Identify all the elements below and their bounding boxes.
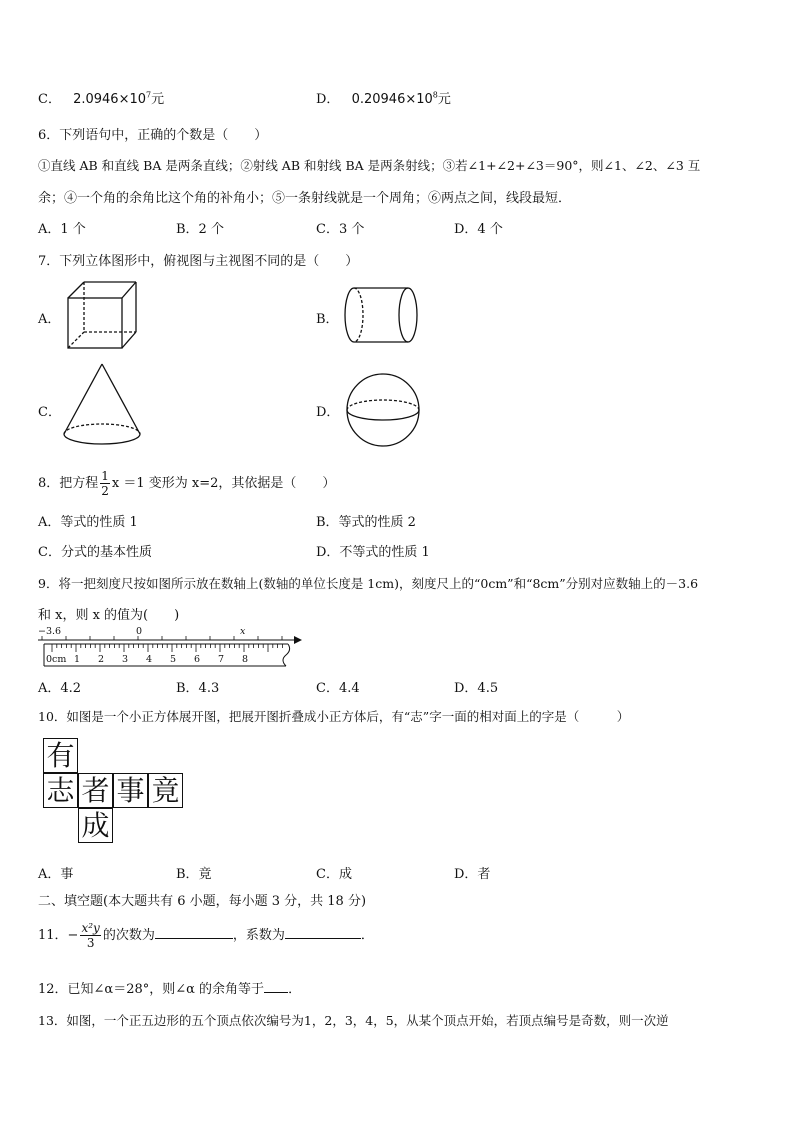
sphere-figure (342, 370, 424, 450)
ruler-label-4: 4 (146, 654, 153, 665)
ruler-label-0: 0cm (46, 654, 67, 665)
q8-stem: 8．把方程 $\frac{1}{2}$ x ＝1 变形为 x=2，其依据是（ ） (38, 469, 336, 498)
q8-option-a: A．等式的性质 1 (38, 515, 138, 530)
net-cell-zhe: 者 (78, 773, 113, 808)
q7-label-d: D． (316, 405, 340, 420)
q5-d-unit: 元 (437, 92, 451, 107)
q10-stem: 10．如图是一个小正方体展开图，把展开图折叠成小正方体后，有“志”字一面的相对面上的字是（ ） (38, 709, 630, 724)
ruler-label-2: 2 (98, 654, 105, 665)
net-cell-shi: 事 (113, 773, 148, 808)
q5-d-exponent: 8 (432, 90, 438, 100)
q10-option-d: D．者 (454, 867, 491, 882)
axis-arrow-icon (294, 636, 302, 644)
ruler-numberline-figure (36, 624, 308, 672)
q7-label-a: A． (38, 312, 61, 327)
q12-line: 12．已知∠α＝28°，则∠α 的余角等于 ． (38, 982, 302, 997)
ruler-label-1: 1 (74, 654, 81, 665)
q9-option-c: C．4.4 (316, 681, 360, 696)
ruler-label-3: 3 (122, 654, 129, 665)
q5-option-d: D． $0.20946\times 10^8$元 (316, 90, 451, 107)
q13-line: 13．如图，一个正五边形的五个顶点依次编号为1，2，3，4，5，从某个顶点开始，若顶点编号是奇数，则一次逆 (38, 1013, 669, 1028)
q8-option-c: C．分式的基本性质 (38, 545, 152, 560)
q5-c-exponent: 7 (146, 90, 152, 100)
q9-option-b: B．4.3 (176, 681, 220, 696)
q8-option-b: B．等式的性质 2 (316, 515, 416, 530)
q9-option-d: D．4.5 (454, 681, 499, 696)
cylinder-figure (340, 284, 426, 346)
net-cell-zhi: 志 (43, 773, 78, 808)
axis-label-zero: 0 (136, 626, 143, 637)
q6-option-c: C．3 个 (316, 222, 365, 237)
q8-fraction: $\frac{1}{2}$ (101, 469, 109, 498)
q9-stem-line2: 和 x，则 x 的值为( ) (38, 608, 180, 623)
cone-figure (60, 360, 144, 450)
q5-option-c: C． $2.0946\times 10^7$元 (38, 90, 165, 107)
q10-option-a: A．事 (38, 867, 74, 882)
axis-label-x: x (240, 626, 246, 637)
axis-label-neg: −3.6 (38, 626, 62, 637)
q12-blank[interactable] (264, 992, 288, 993)
net-cell-jing: 竟 (148, 773, 183, 808)
ruler-label-8: 8 (242, 654, 249, 665)
q9-option-a: A．4.2 (38, 681, 82, 696)
q7-label-b: B． (316, 312, 339, 327)
section2-heading: 二、填空题(本大题共有 6 小题，每小题 3 分，共 18 分) (38, 894, 367, 909)
q10-option-c: C．成 (316, 867, 352, 882)
q7-stem: 7．下列立体图形中，俯视图与主视图不同的是（ ） (38, 254, 359, 269)
q6-body-line2: 余；④一个角的余角比这个角的补角小；⑤一条射线就是一个周角；⑥两点之间，线段最短． (38, 191, 572, 206)
q11-line: 11．− $\frac{\text{x²y}}{3}$ 的次数为 ，系数为 ． (38, 921, 374, 950)
q5-d-mantissa: 0.20946×10 (351, 92, 433, 107)
cube-figure (60, 278, 140, 352)
q6-option-a: A．1 个 (38, 222, 86, 237)
q6-option-d: D．4 个 (454, 222, 503, 237)
ruler-label-5: 5 (170, 654, 177, 665)
q11-blank-coefficient[interactable] (285, 938, 361, 939)
q6-option-b: B．2 个 (176, 222, 224, 237)
q7-label-c: C． (38, 405, 61, 420)
ruler-label-7: 7 (218, 654, 225, 665)
q6-stem: 6．下列语句中，正确的个数是（ ） (38, 128, 268, 143)
q11-blank-degree[interactable] (155, 938, 233, 939)
q5-c-mantissa: 2.0946×10 (73, 92, 147, 107)
q10-option-b: B．竟 (176, 867, 212, 882)
q5-c-unit: 元 (151, 92, 165, 107)
q6-body-line1: ①直线 AB 和直线 BA 是两条直线；②射线 AB 和射线 BA 是两条射线；③若∠1+∠2+∠3＝90°，则∠1、∠2、∠3 互 (38, 158, 701, 173)
q11-fraction: $\frac{\text{x²y}}{3}$ (81, 921, 100, 950)
q8-option-d: D．不等式的性质 1 (316, 545, 430, 560)
q9-stem-line1: 9．将一把刻度尺按如图所示放在数轴上(数轴的单位长度是 1cm)，刻度尺上的“0cm”和“8cm”分别对应数轴上的－3.6 (38, 576, 699, 591)
net-cell-you: 有 (43, 738, 78, 773)
ruler-label-6: 6 (194, 654, 201, 665)
net-cell-cheng: 成 (78, 808, 113, 843)
